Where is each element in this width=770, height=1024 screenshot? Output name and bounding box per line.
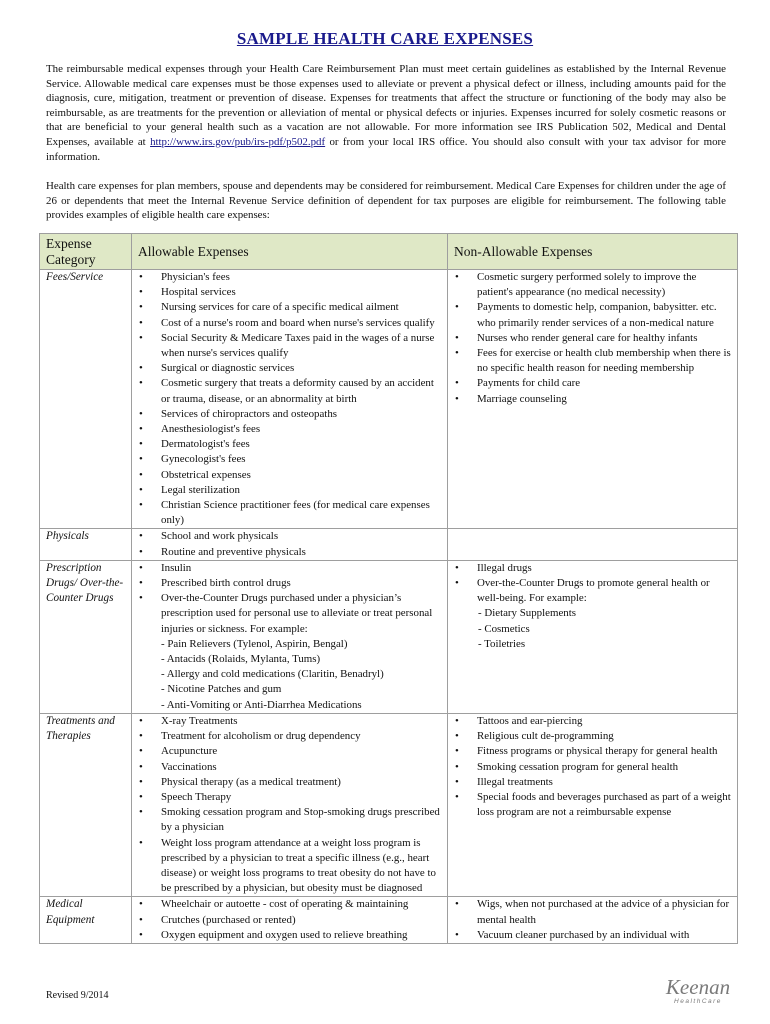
list-item: • Anesthesiologist's fees <box>138 422 441 437</box>
category-cell: Treatments and Therapies <box>40 713 132 896</box>
list-item: • Special foods and beverages purchased as part of a weight loss program are not a reimbursable expense <box>454 790 731 820</box>
revised-date: Revised 9/2014 <box>46 990 109 1001</box>
allowable-list <box>138 270 441 528</box>
allowable-cell <box>132 270 448 529</box>
list-item: • Fitness programs or physical therapy for general health <box>454 744 731 759</box>
irs-publication-link[interactable]: http://www.irs.gov/pub/irs-pdf/p502.pdf <box>150 135 326 148</box>
non-allowable-cell <box>448 529 738 560</box>
table-row <box>40 270 738 529</box>
list-item: • Fees for exercise or health club membership when there is no specific health reason for needing membership <box>454 346 731 376</box>
keenan-logo <box>660 976 736 1006</box>
non-allowable-list <box>454 897 731 943</box>
intro-paragraph <box>46 62 726 164</box>
list-item: • Surgical or diagnostic services <box>138 361 441 376</box>
list-item: • Prescribed birth control drugs <box>138 576 441 591</box>
expenses-table <box>39 233 738 944</box>
list-item: • Weight loss program attendance at a weight loss program is prescribed by a physician to treat a specific illness (e.g., heart disease) or weight loss programs to treat obesity do not have to be prescribed by a physician, but obesity must be diagnosed <box>138 836 441 897</box>
category-cell: Medical Equipment <box>40 897 132 944</box>
logo-tagline: HealthCare <box>674 998 722 1005</box>
list-item: • Insulin <box>138 561 441 576</box>
header-expense-category: Expense Category <box>40 234 132 270</box>
list-item: • Christian Science practitioner fees (for medical care expenses only) <box>138 498 441 528</box>
list-item: • Payments for child care <box>454 376 731 391</box>
list-item: • Payments to domestic help, companion, babysitter. etc. who primarily render services of a non-medical nature <box>454 300 731 330</box>
allowable-cell <box>132 713 448 896</box>
list-sub-item: - Antacids (Rolaids, Mylanta, Tums) <box>161 653 321 666</box>
list-item: • Cosmetic surgery that treats a deformity caused by an accident or trauma, disease, or an abnormality at birth <box>138 376 441 406</box>
table-row <box>40 897 738 944</box>
list-item: • Smoking cessation program and Stop-smoking drugs prescribed by a physician <box>138 805 441 835</box>
non-allowable-cell <box>448 713 738 896</box>
table-row <box>40 560 738 713</box>
list-sub-item: - Cosmetics <box>478 622 530 635</box>
allowable-list <box>138 561 441 713</box>
allowable-list <box>138 897 441 943</box>
list-sub-item: - Toiletries <box>478 637 526 650</box>
allowable-list <box>138 529 441 559</box>
list-sub-item: - Allergy and cold medications (Claritin, Benadryl) <box>161 668 384 681</box>
non-allowable-list <box>454 714 731 820</box>
table-header-row <box>40 234 738 270</box>
list-sub-item: - Anti-Vomiting or Anti-Diarrhea Medications <box>161 698 362 711</box>
page-title: SAMPLE HEALTH CARE EXPENSES <box>236 29 534 48</box>
list-item: • Cost of a nurse's room and board when nurse's services qualify <box>138 316 441 331</box>
list-item: • Vacuum cleaner purchased by an individual with <box>454 928 731 943</box>
list-item: • Oxygen equipment and oxygen used to relieve breathing <box>138 928 441 943</box>
category-cell: Fees/Service <box>40 270 132 529</box>
list-sub-item: - Nicotine Patches and gum <box>161 683 282 696</box>
list-item: • Gynecologist's fees <box>138 452 441 467</box>
non-allowable-cell <box>448 560 738 713</box>
eligibility-paragraph: Health care expenses for plan members, spouse and dependents may be considered for reimbursement. Medical Care Expenses for children under the age of 26 or dependents that meet the Internal Revenue Service definition of dependent for tax purposes are eligible for reimbursement. The following table provides examples of eligible health care expenses: <box>46 180 726 222</box>
list-item: • X-ray Treatments <box>138 714 441 729</box>
table-row <box>40 713 738 896</box>
list-item: • Social Security & Medicare Taxes paid in the wages of a nurse when nurse's services qualify <box>138 331 441 361</box>
allowable-cell <box>132 560 448 713</box>
list-item: • Marriage counseling <box>454 392 731 407</box>
intro-text-before-link: The reimbursable medical expenses through your Health Care Reimbursement Plan must meet certain guidelines as established by the Internal Revenue Service. Allowable medical care expenses must be those expenses used to alleviate or prevent a physical defect or illness, including amounts paid for the diagnosis, cure, mitigation, treatment or prevention of disease. Expenses for treatments that affect the structure or functioning of the body may also be reimbursable, as are treatments for the prevention or alleviation of mental or physical defects or injuries. Expenses incurred for solely cosmetic reasons or that are beneficial to your general health such as a vacation are not allowable. For more information see IRS Publication 502, Medical and Dental Expenses, available at <box>46 63 726 148</box>
intro-text-after-link: or from your local IRS office. You should also consult with your tax advisor for more information. <box>46 135 726 163</box>
table-row <box>40 529 738 560</box>
list-item: • Speech Therapy <box>138 790 441 805</box>
list-item: • Dermatologist's fees <box>138 437 441 452</box>
list-item: • Over-the-Counter Drugs to promote general health or well-being. For example: <box>454 576 731 606</box>
non-allowable-cell <box>448 270 738 529</box>
list-sub-item: - Dietary Supplements <box>478 607 576 620</box>
list-item: • Nursing services for care of a specific medical ailment <box>138 300 441 315</box>
list-item: • Tattoos and ear-piercing <box>454 714 731 729</box>
list-item: • Services of chiropractors and osteopaths <box>138 407 441 422</box>
category-cell: Prescription Drugs/ Over-the-Counter Drugs <box>40 560 132 713</box>
list-item: • Illegal treatments <box>454 775 731 790</box>
list-item: • Wigs, when not purchased at the advice of a physician for mental health <box>454 897 731 927</box>
list-item: • Physician's fees <box>138 270 441 285</box>
list-item: • Physical therapy (as a medical treatment) <box>138 775 441 790</box>
list-item: • Vaccinations <box>138 760 441 775</box>
list-item: • Legal sterilization <box>138 483 441 498</box>
non-allowable-cell <box>448 897 738 944</box>
list-sub-item: - Pain Relievers (Tylenol, Aspirin, Bengal) <box>161 637 348 650</box>
logo-name: Keenan <box>665 975 731 999</box>
list-item: • School and work physicals <box>138 529 441 544</box>
list-item: • Over-the-Counter Drugs purchased under a physician’s prescription used for personal use to alleviate or treat personal injuries or sickness. For example: <box>138 591 441 637</box>
list-item: • Cosmetic surgery performed solely to improve the patient's appearance (no medical necessity) <box>454 270 731 300</box>
list-item: • Acupuncture <box>138 744 441 759</box>
list-item: • Nurses who render general care for healthy infants <box>454 331 731 346</box>
list-item: • Routine and preventive physicals <box>138 545 441 560</box>
non-allowable-list <box>454 561 731 652</box>
allowable-cell <box>132 897 448 944</box>
header-allowable-expenses: Allowable Expenses <box>132 234 448 270</box>
allowable-cell <box>132 529 448 560</box>
list-item: • Smoking cessation program for general health <box>454 760 731 775</box>
list-item: • Crutches (purchased or rented) <box>138 913 441 928</box>
list-item: • Wheelchair or autoette - cost of operating & maintaining <box>138 897 441 912</box>
list-item: • Religious cult de-programming <box>454 729 731 744</box>
list-item: • Hospital services <box>138 285 441 300</box>
header-non-allowable-expenses: Non-Allowable Expenses <box>448 234 738 270</box>
category-cell: Physicals <box>40 529 132 560</box>
allowable-list <box>138 714 441 896</box>
non-allowable-list <box>454 270 731 407</box>
list-item: • Obstetrical expenses <box>138 468 441 483</box>
list-item: • Illegal drugs <box>454 561 731 576</box>
list-item: • Treatment for alcoholism or drug dependency <box>138 729 441 744</box>
